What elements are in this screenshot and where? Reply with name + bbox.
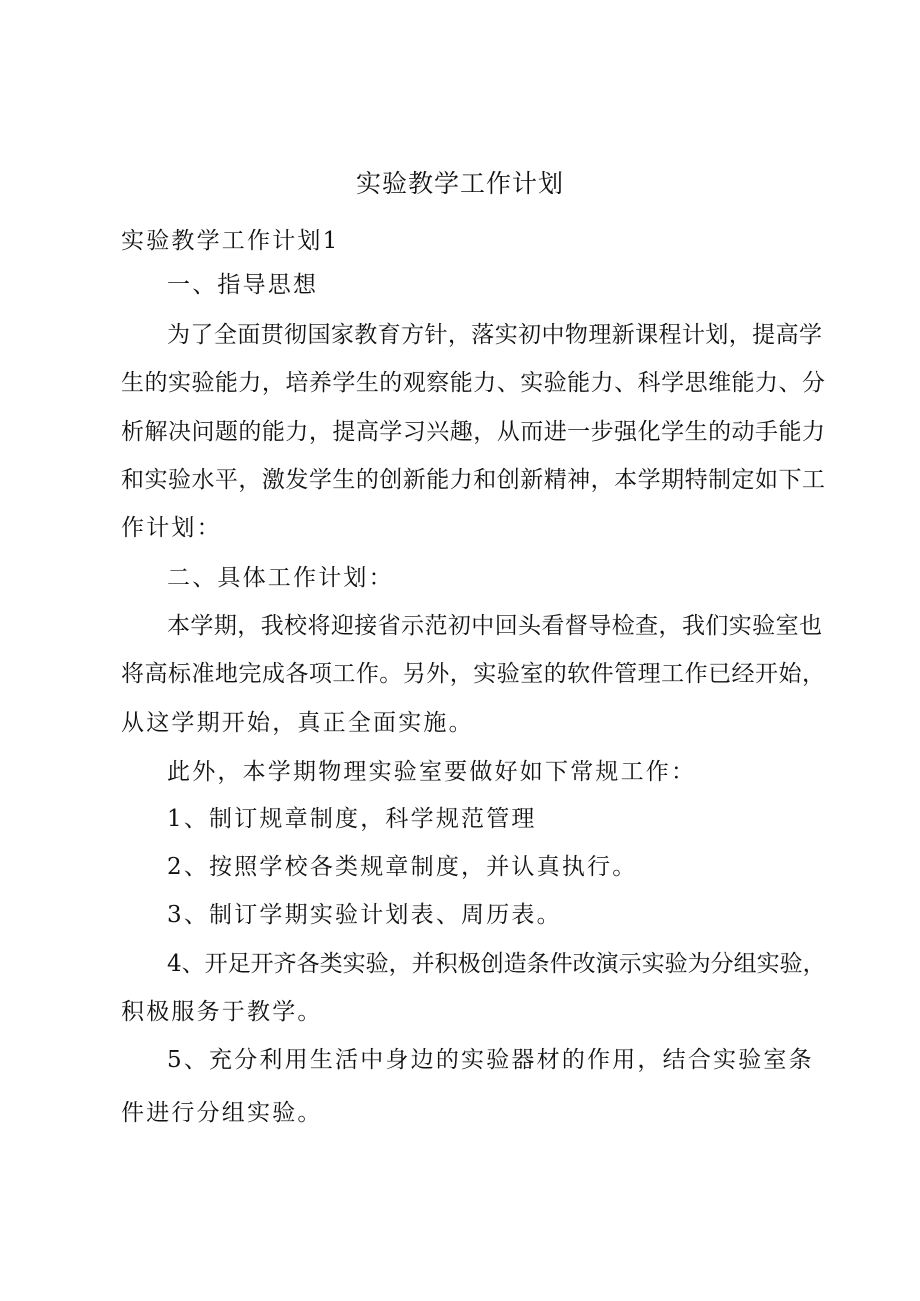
document-title: 实验教学工作计划: [355, 169, 564, 198]
paragraph-line: 作计划：: [121, 515, 222, 541]
list-item: 2、按照学校各类规章制度，并认真执行。: [167, 854, 638, 880]
list-item: 积极服务于教学。: [121, 999, 323, 1025]
list-item: 件进行分组实验。: [121, 1100, 323, 1126]
paragraph-line: 生的实验能力，培养学生的观察能力、实验能力、科学思维能力、分: [121, 370, 825, 396]
document-subtitle: 实验教学工作计划1: [121, 228, 340, 254]
paragraph-line: 本学期，我校将迎接省示范初中回头看督导检查，我们实验室也: [167, 613, 822, 639]
paragraph-line: 为了全面贯彻国家教育方针，落实初中物理新课程计划，提高学: [167, 322, 822, 348]
list-item: 4、开足开齐各类实验，并积极创造条件改演示实验为分组实验，: [167, 951, 826, 977]
paragraph-line: 此外，本学期物理实验室要做好如下常规工作：: [167, 759, 697, 785]
paragraph-line: 和实验水平，激发学生的创新能力和创新精神，本学期特制定如下工: [121, 467, 825, 493]
section-heading: 二、具体工作计划：: [167, 565, 394, 591]
paragraph-line: 从这学期开始，真正全面实施。: [121, 710, 474, 736]
list-item: 1、制订规章制度，科学规范管理: [167, 806, 537, 832]
list-item: 5、充分利用生活中身边的实验器材的作用，结合实验室条: [167, 1047, 814, 1073]
paragraph-line: 将高标准地完成各项工作。另外，实验室的软件管理工作已经开始，: [121, 661, 825, 687]
list-item: 3、制订学期实验计划表、周历表。: [167, 902, 562, 928]
paragraph-line: 析解决问题的能力，提高学习兴趣，从而进一步强化学生的动手能力: [121, 419, 825, 445]
section-heading: 一、指导思想: [167, 272, 319, 298]
